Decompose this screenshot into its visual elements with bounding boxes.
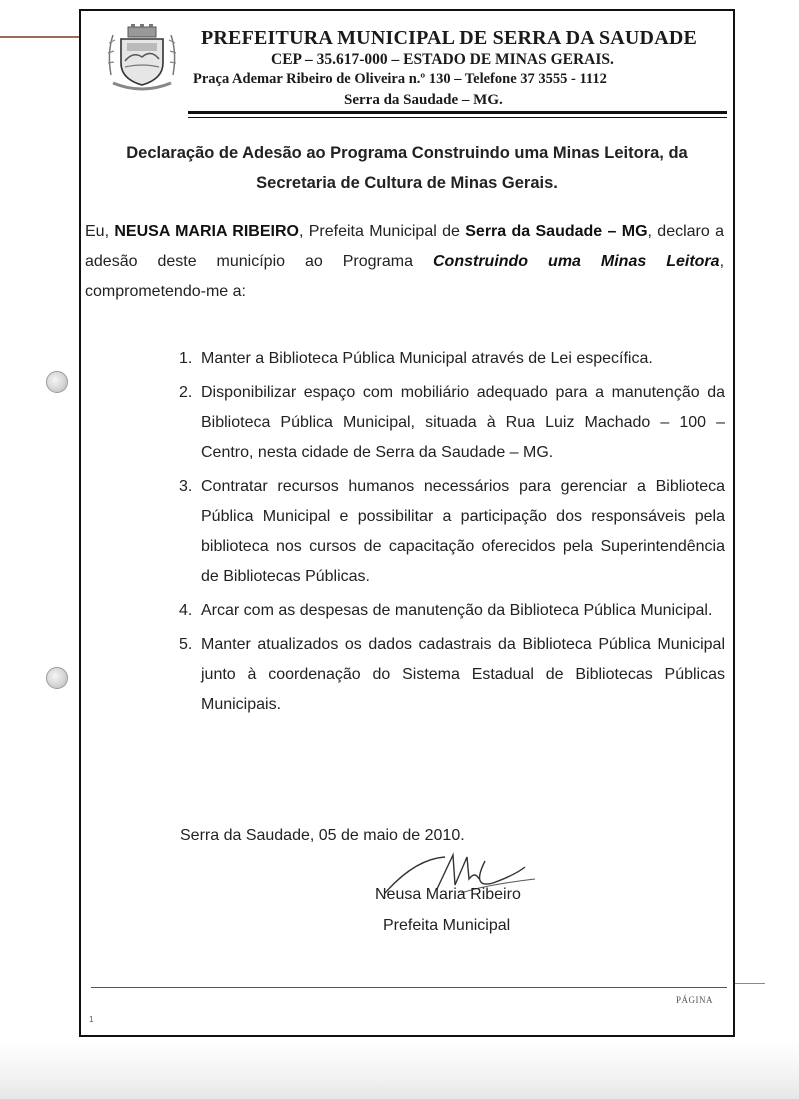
list-item-text: Contratar recursos humanos necessários para gerenciar a Biblioteca Pública Municipal e possibilitar a participação dos responsáveis pela biblioteca nos cursos de capacitação oferecidos pela Superintendência de Bibliotecas Públicas.	[201, 478, 725, 585]
document-title	[87, 138, 727, 198]
intro-text-2: , Prefeita Municipal de	[298, 223, 466, 240]
punch-hole-top	[46, 371, 68, 393]
intro-text-4: , comprometendo-me a:	[85, 253, 725, 300]
letterhead-address: Praça Ademar Ribeiro de Oliveira n.º 130 – Telefone 37 3555 - 1112	[193, 71, 607, 87]
list-item-number: 1.	[179, 350, 193, 367]
scan-edge-mark	[0, 36, 80, 38]
intro-text-3: , declaro a adesão deste município ao Programa	[85, 223, 725, 270]
list-item	[167, 378, 725, 468]
list-item-number: 4.	[179, 602, 193, 619]
title-line-1: Declaração de Adesão ao Programa Construindo uma Minas Leitora, da	[126, 144, 688, 162]
list-item	[167, 344, 725, 374]
signer-name: Neusa Maria Ribeiro	[375, 886, 521, 903]
list-item-text: Manter atualizados os dados cadastrais da Biblioteca Pública Municipal junto à coordenação do Sistema Estadual de Bibliotecas Públicas Municipais.	[201, 636, 725, 713]
list-item	[167, 596, 725, 626]
list-item	[167, 630, 725, 720]
commitments-list	[167, 344, 725, 724]
punch-hole-bottom	[46, 667, 68, 689]
letterhead-city: Serra da Saudade – MG.	[344, 92, 503, 108]
intro-text-1: Eu,	[85, 223, 115, 240]
letterhead	[81, 11, 733, 121]
list-item-text: Disponibilizar espaço com mobiliário adequado para a manutenção da Biblioteca Pública Municipal, situada à Rua Luiz Machado – 100 – Centro, nesta cidade de Serra da Saudade – MG.	[201, 384, 725, 461]
scan-edge-mark-right	[735, 983, 765, 984]
coat-of-arms-icon	[103, 23, 181, 97]
letterhead-rule	[188, 111, 727, 114]
declaration-paragraph	[85, 217, 724, 307]
city-name: Serra da Saudade – MG	[465, 223, 648, 240]
mayor-name: NEUSA MARIA RIBEIRO	[114, 223, 299, 240]
program-name: Construindo uma Minas Leitora	[432, 253, 720, 270]
page-label: PÁGINA	[676, 995, 714, 1005]
letterhead-postal-code: CEP – 35.617-000 – ESTADO DE MINAS GERAIS.	[271, 51, 614, 68]
title-line-2: Secretaria de Cultura de Minas Gerais.	[256, 174, 558, 192]
list-item-number: 5.	[179, 636, 193, 653]
signer-role: Prefeita Municipal	[383, 917, 511, 934]
list-item-text: Manter a Biblioteca Pública Municipal através de Lei específica.	[201, 350, 653, 367]
letterhead-rule-thin	[188, 117, 727, 118]
list-item	[167, 472, 725, 592]
letterhead-title: PREFEITURA MUNICIPAL DE SERRA DA SAUDADE	[201, 27, 698, 49]
document-page-frame	[79, 9, 735, 1037]
list-item-text: Arcar com as despesas de manutenção da Biblioteca Pública Municipal.	[201, 602, 713, 619]
list-item-number: 3.	[179, 478, 193, 495]
footer-rule	[91, 987, 727, 988]
place-and-date: Serra da Saudade, 05 de maio de 2010.	[180, 827, 465, 844]
list-item-number: 2.	[179, 384, 193, 401]
page-number: 1	[89, 1015, 94, 1024]
